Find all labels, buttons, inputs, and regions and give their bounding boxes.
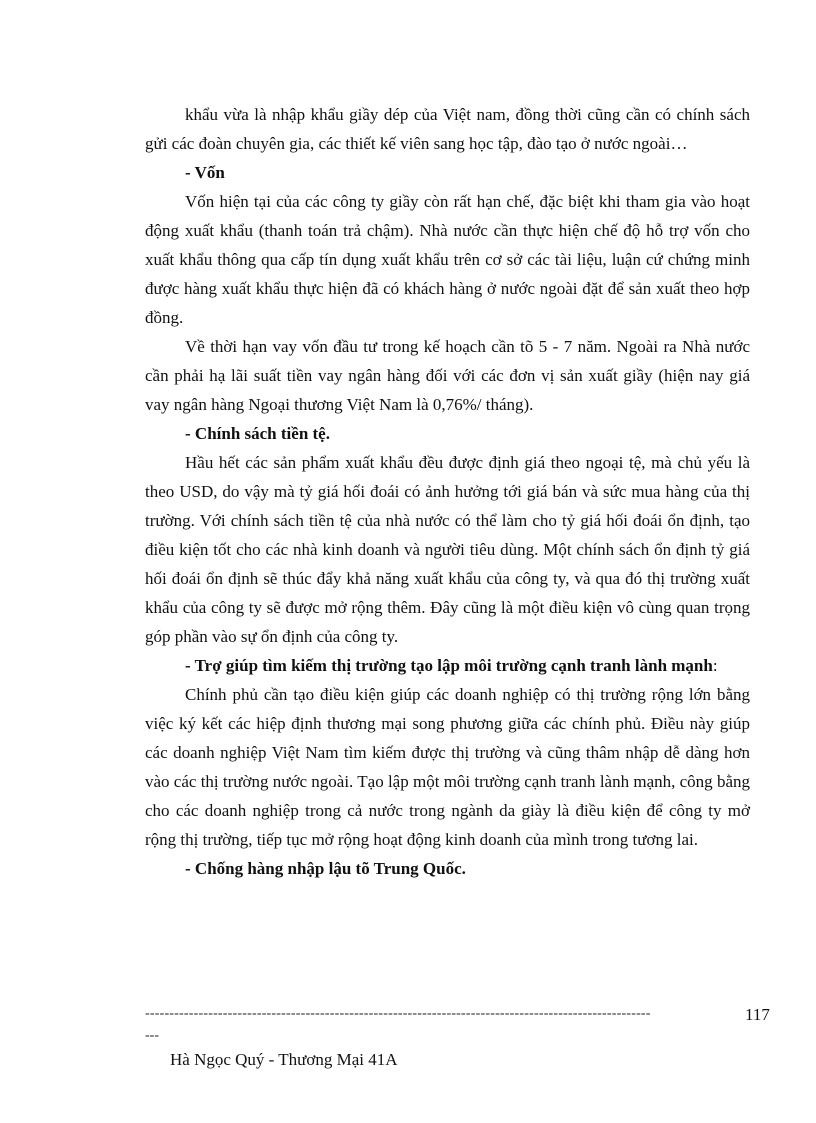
paragraph: khẩu vừa là nhập khẩu giầy dép của Việt nam, đồng thời cũng cần có chính sách gửi các đoàn chuyên gia, các thiết kế viên sang học tập, đào tạo ở nước ngoài…: [145, 105, 750, 153]
heading-text: - Trợ giúp tìm kiếm thị trường tạo lập môi trường cạnh tranh lành mạnh: [185, 656, 713, 675]
footer-divider-continuation: ---: [145, 1028, 159, 1043]
section-heading: [145, 854, 750, 883]
heading-colon: :: [712, 656, 718, 675]
page-number: 117: [745, 1005, 770, 1024]
section-heading: [145, 158, 750, 187]
section-heading: [145, 651, 750, 680]
paragraph: Vốn hiện tại của các công ty giầy còn rất hạn chế, đặc biệt khi tham gia vào hoạt động xuất khẩu (thanh toán trả chậm). Nhà nước cần thực hiện chế độ hỗ trợ vốn cho xuất khẩu thông qua cấp tín dụng xuất khẩu trên cơ sở các tài liệu, luận cứ chứng minh được hàng xuất khẩu thực hiện đã có khách hàng ở nước ngoài đặt để sản xuất theo hợp đồng.: [145, 192, 750, 327]
section-heading: [145, 419, 750, 448]
paragraph: Hầu hết các sản phẩm xuất khẩu đều được định giá theo ngoại tệ, mà chủ yếu là theo USD, do vậy mà tỷ giá hối đoái có ảnh hưởng tới giá bán và sức mua hàng của thị trường. Với chính sách tiền tệ của nhà nước có thể làm cho tỷ giá hối đoái ổn định, tạo điều kiện tốt cho các nhà kinh doanh và người tiêu dùng. Một chính sách ổn định tỷ giá hối đoái ổn định sẽ thúc đẩy khả năng xuất khẩu của công ty, và qua đó thị trường xuất khẩu của công ty sẽ được mở rộng thêm. Đây cũng là một điều kiện vô cùng quan trọng góp phần vào sự ổn định của công ty.: [145, 453, 750, 646]
paragraph: Chính phủ cần tạo điều kiện giúp các doanh nghiệp có thị trường rộng lớn bằng việc ký kết các hiệp định thương mại song phương giữa các chính phủ. Điều này giúp các doanh nghiệp Việt Nam tìm kiếm được thị trường và cũng thâm nhập dễ dàng hơn vào các thị trường nước ngoài. Tạo lập một môi trường cạnh tranh lành mạnh, công bằng cho các doanh nghiệp trong cả nước trong ngành da giày là điều kiện để công ty mở rộng thị trường, tiếp tục mở rộng hoạt động kinh doanh của mình trong tương lai.: [145, 685, 750, 849]
footer-divider: --------------------------------------------------------------------------------------------------------: [145, 1006, 651, 1021]
footer-author: Hà Ngọc Quý - Thương Mại 41A: [170, 1050, 398, 1069]
heading-text: - Chính sách tiền tệ.: [185, 424, 330, 443]
document-body: [145, 100, 750, 883]
paragraph: Về thời hạn vay vốn đầu tư trong kế hoạch cần tõ 5 - 7 năm. Ngoài ra Nhà nước cần phải hạ lãi suất tiền vay ngân hàng đối với các đơn vị sản xuất giầy (hiện nay giá vay ngân hàng Ngoại thương Việt Nam là 0,76%/ tháng).: [145, 337, 750, 414]
heading-text: - Vốn: [185, 163, 225, 182]
heading-text: - Chống hàng nhập lậu tõ Trung Quốc.: [185, 859, 466, 878]
